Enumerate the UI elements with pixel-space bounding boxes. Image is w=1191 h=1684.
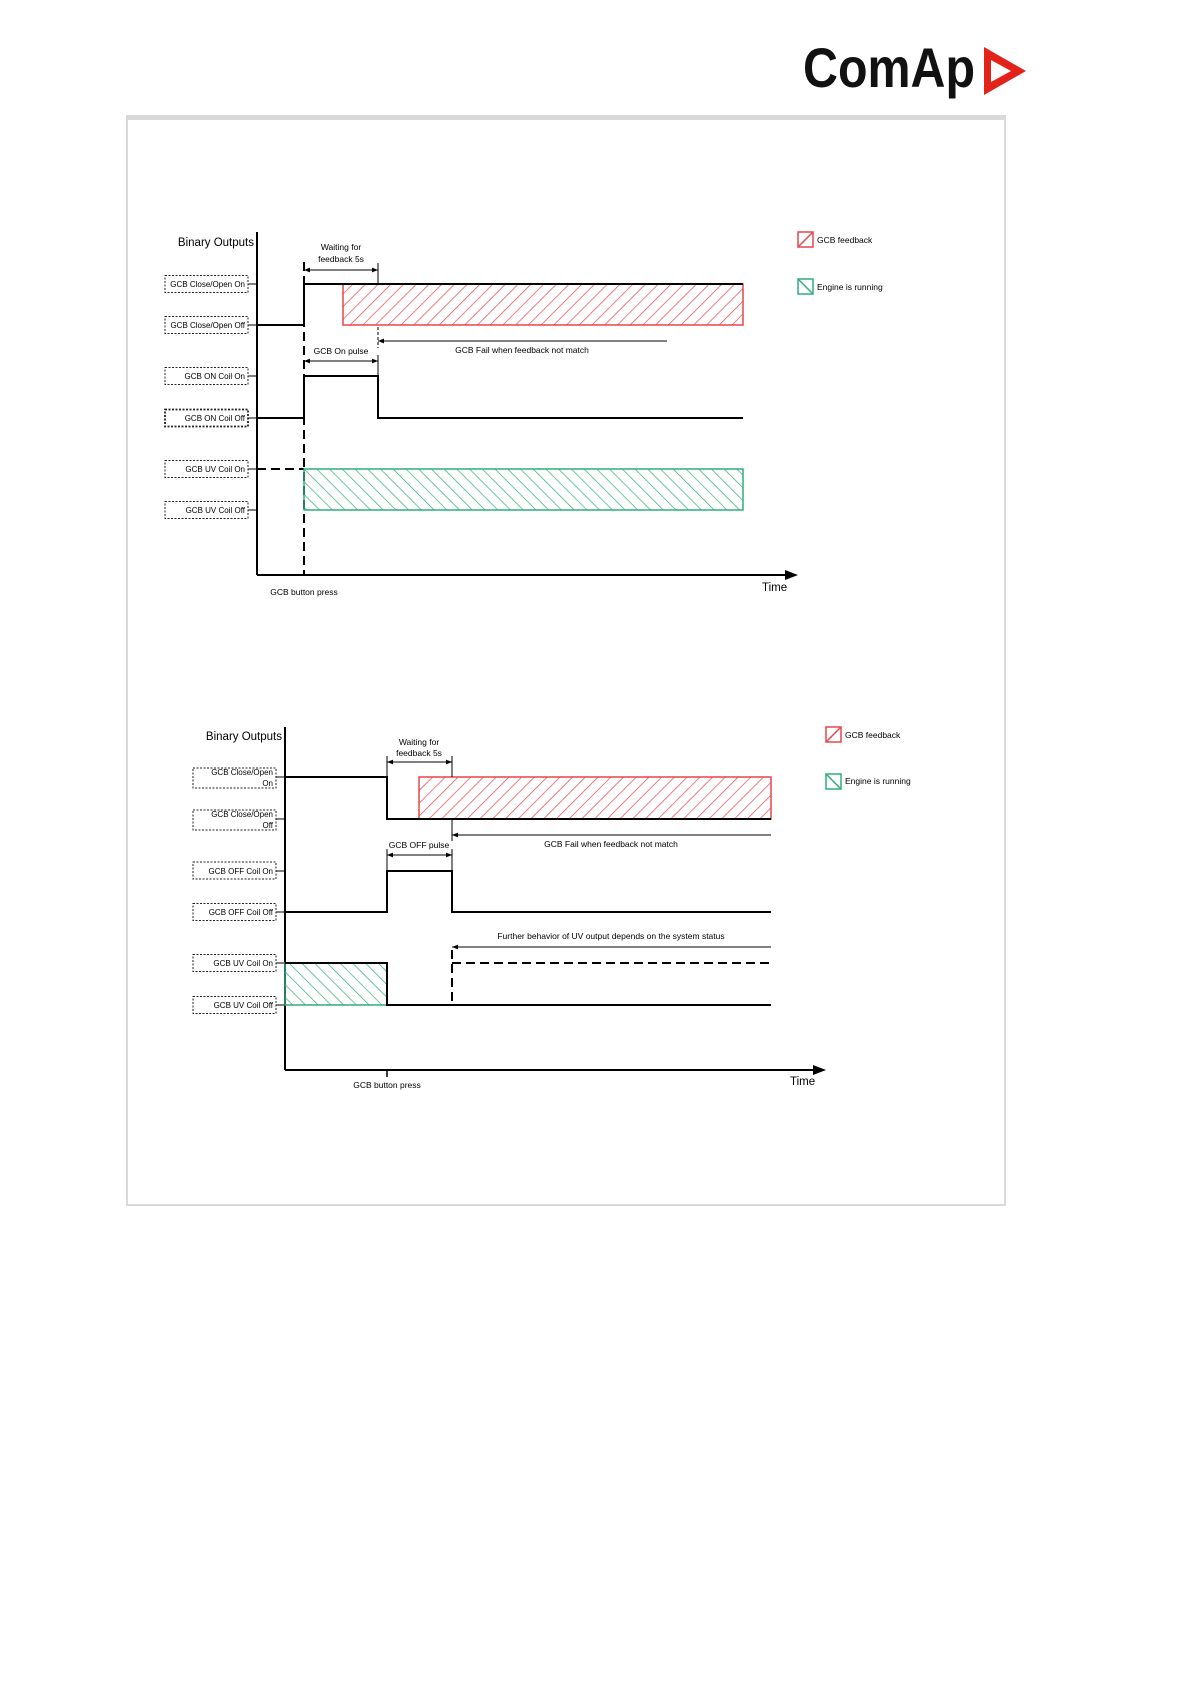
- header: [803, 36, 1026, 99]
- pulse-label: GCB OFF pulse: [388, 840, 450, 850]
- fail-label: GCB Fail when feedback not match: [544, 839, 678, 849]
- y-axis-title: Binary Outputs: [205, 731, 282, 743]
- timing-diagram-open: [193, 727, 911, 1090]
- legend-feedback-label: GCB feedback: [845, 730, 901, 740]
- wait-label-line: feedback 5s: [396, 748, 442, 758]
- output-label: GCB OFF Coil Off: [208, 908, 273, 917]
- x-axis-title: Time: [762, 582, 788, 594]
- logo-text: ComAp: [803, 36, 975, 99]
- output-label: GCB Close/Open Off: [170, 321, 245, 330]
- wait-label-line: Waiting for: [398, 737, 440, 747]
- button-press-label: GCB button press: [353, 1080, 421, 1090]
- legend-engine-label: Engine is running: [817, 282, 883, 292]
- wait-label-line: feedback 5s: [318, 254, 364, 264]
- legend-engine-label: Engine is running: [845, 776, 911, 786]
- output-label: GCB ON Coil On: [184, 372, 245, 381]
- engine-running-area: [304, 469, 743, 510]
- comap-arrow-icon: [984, 47, 1026, 95]
- timing-diagram-close: [165, 232, 883, 597]
- output-label: GCB Close/Open: [211, 768, 273, 777]
- output-labels: [193, 768, 285, 1014]
- output-label: GCB UV Coil Off: [213, 1001, 273, 1010]
- uv-status-note: Further behavior of UV output depends on the system status: [497, 931, 725, 941]
- output-labels: [165, 276, 257, 519]
- x-axis-arrow-icon: [785, 570, 798, 580]
- output-label: Off: [262, 821, 273, 830]
- y-axis-title: Binary Outputs: [177, 237, 254, 249]
- gcb-feedback-area: [419, 777, 771, 819]
- legend: [826, 727, 911, 789]
- output-label: GCB UV Coil On: [213, 959, 273, 968]
- legend-feedback-label: GCB feedback: [817, 235, 873, 245]
- output-label: GCB Close/Open On: [170, 280, 245, 289]
- fail-label: GCB Fail when feedback not match: [455, 345, 589, 355]
- frame-border: [127, 117, 1005, 1205]
- engine-running-area: [285, 963, 387, 1005]
- frame-top-band: [126, 115, 1006, 120]
- signal-on-coil: [257, 376, 743, 418]
- output-label: GCB OFF Coil On: [208, 867, 273, 876]
- button-press-label: GCB button press: [270, 587, 338, 597]
- signal-off-coil: [285, 871, 771, 912]
- wait-label-line: Waiting for: [320, 242, 362, 252]
- legend: [798, 232, 883, 294]
- output-label: On: [262, 779, 273, 788]
- pulse-label: GCB On pulse: [313, 346, 369, 356]
- output-label: GCB Close/Open: [211, 810, 273, 819]
- x-axis-title: Time: [790, 1076, 816, 1088]
- gcb-feedback-area: [343, 284, 743, 325]
- output-label: GCB ON Coil Off: [184, 414, 245, 423]
- output-label: GCB UV Coil On: [185, 465, 245, 474]
- output-label: GCB UV Coil Off: [185, 506, 245, 515]
- x-axis-arrow-icon: [813, 1065, 826, 1075]
